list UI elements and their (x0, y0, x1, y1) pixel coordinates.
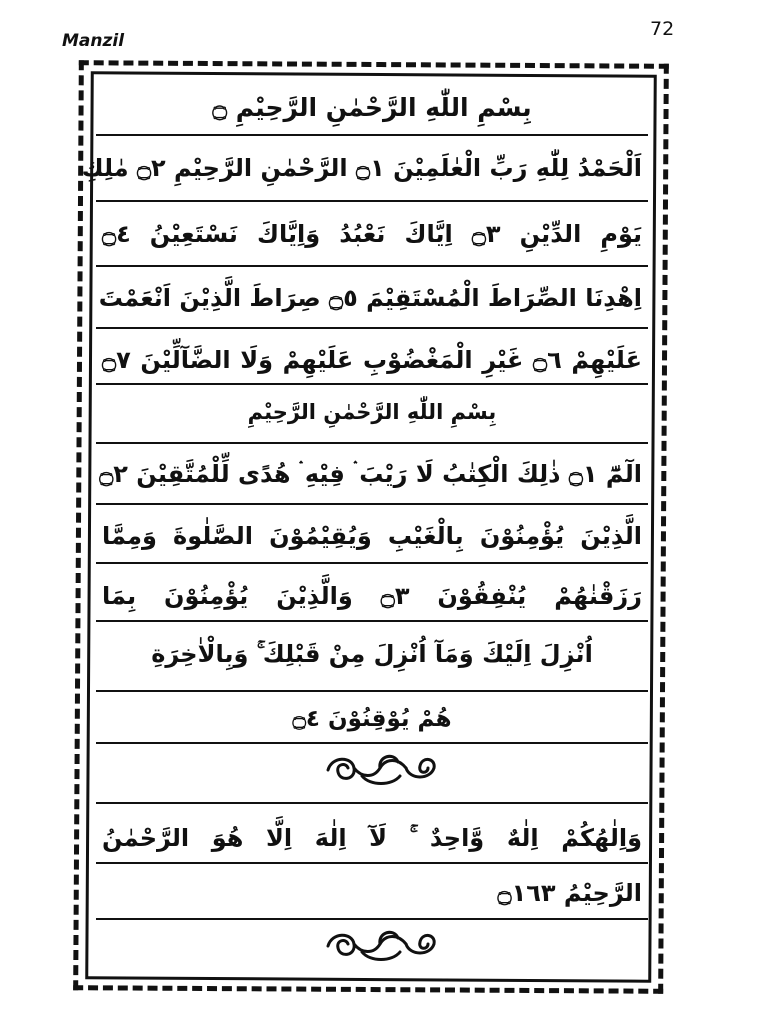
line-rule (96, 503, 648, 505)
running-head: Manzil (62, 31, 125, 51)
verse-line: هُمْ يُوْقِنُوْنَ ۝٤ (292, 706, 452, 732)
verse-line: يَوْمِ الدِّيْنِ ۝٣ اِيَّاكَ نَعْبُدُ وَاِيَّاكَ نَسْتَعِيْنُ ۝٤ (102, 220, 643, 248)
bismillah-line: بِسْمِ اللّٰهِ الرَّحْمٰنِ الرَّحِيْمِ (247, 400, 497, 424)
line-rule (96, 620, 648, 622)
verse-line: رَزَقْنٰهُمْ يُنْفِقُوْنَ ۝٣ وَالَّذِيْنَ يُؤْمِنُوْنَ بِمَا (102, 582, 642, 610)
line-rule (96, 918, 648, 920)
verse-line: الٓمّٓ ۝١ ذٰلِكَ الْكِتٰبُ لَا رَيْبَ ۛ فِيْهِ ۛ هُدًى لِّلْمُتَّقِيْنَ ۝٢ (99, 460, 642, 488)
line-rule (96, 134, 648, 136)
line-rule (96, 442, 648, 444)
verse-line: وَاِلٰهُكُمْ اِلٰهٌ وَّاحِدٌ ۚ لَآ اِلٰهَ اِلَّا هُوَ الرَّحْمٰنُ (102, 824, 642, 852)
line-rule (96, 862, 648, 864)
line-rule (96, 742, 648, 744)
bismillah-line: بِسْمِ اللّٰهِ الرَّحْمٰنِ الرَّحِيْمِ ۝ (212, 93, 532, 122)
page-number: 72 (650, 18, 675, 40)
verse-line: اِهْدِنَا الصِّرَاطَ الْمُسْتَقِيْمَ ۝٥ صِرَاطَ الَّذِيْنَ اَنْعَمْتَ (98, 284, 642, 312)
text-block (81, 80, 648, 974)
line-rule (96, 200, 648, 202)
line-rule (96, 327, 648, 329)
line-rule (96, 562, 648, 564)
line-rule (96, 802, 648, 804)
page-header (0, 0, 768, 60)
verse-line: الَّذِيْنَ يُؤْمِنُوْنَ بِالْغَيْبِ وَيُقِيْمُوْنَ الصَّلٰوةَ وَمِمَّا (102, 522, 642, 550)
verse-line: الرَّحِيْمُ ۝١٦٣ (497, 879, 642, 907)
verse-line: عَلَيْهِمْ ۝٦ غَيْرِ الْمَغْضُوْبِ عَلَيْهِمْ وَلَا الضَّآلِّيْنَ ۝٧ (102, 346, 642, 374)
verse-line: اَلْحَمْدُ لِلّٰهِ رَبِّ الْعٰلَمِيْنَ ۝١ الرَّحْمٰنِ الرَّحِيْمِ ۝٢ مٰلِكِ (81, 154, 642, 182)
line-rule (96, 265, 648, 267)
line-rule (96, 383, 648, 385)
flourish-ornament (322, 748, 440, 790)
verse-line: اُنْزِلَ اِلَيْكَ وَمَآ اُنْزِلَ مِنْ قَبْلِكَ ۚ وَبِالْاٰخِرَةِ (151, 640, 593, 668)
flourish-ornament (322, 924, 440, 966)
line-rule (96, 690, 648, 692)
